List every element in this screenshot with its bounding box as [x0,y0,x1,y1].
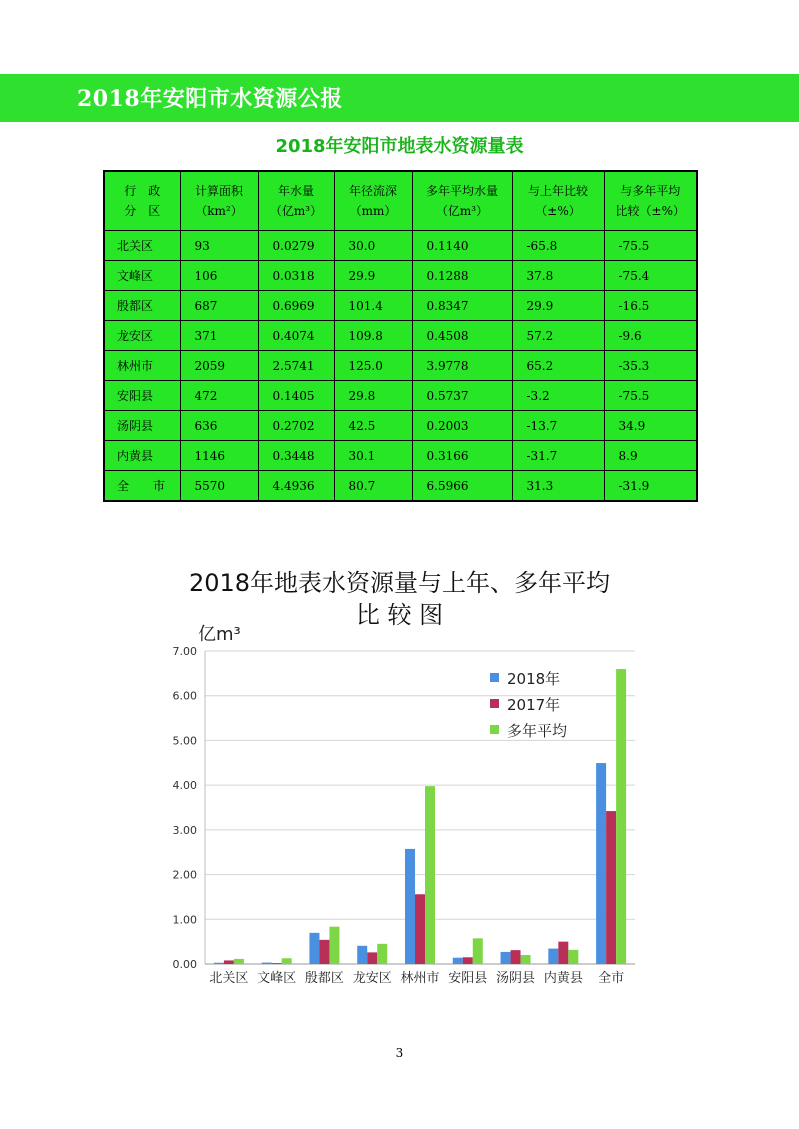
table-cell: 125.0 [334,351,412,381]
table-cell: -31.7 [512,441,604,471]
region-name-cell: 殷都区 [104,291,180,321]
table-cell: 371 [180,321,258,351]
y-tick-label: 5.00 [172,734,197,748]
table-row [104,381,697,411]
table-cell: 4.4936 [258,471,334,502]
bar-2018 [309,933,319,964]
header-cell-region: 行 政 分 区 [104,171,180,231]
table-cell: -75.5 [604,381,697,411]
table-cell: 0.3448 [258,441,334,471]
y-tick-label: 0.00 [172,958,197,971]
y-tick-label: 2.00 [172,868,197,882]
table-body [104,231,697,502]
surface-water-table [103,170,698,502]
legend-label: 2018年 [507,670,561,688]
x-tick-label: 内黄县 [543,971,583,986]
bar-2017 [558,942,568,964]
region-name-cell: 文峰区 [104,261,180,291]
table-cell: 0.0279 [258,231,334,261]
table-cell: 30.1 [334,441,412,471]
chart-title-line2: 比 较 图 [355,601,444,629]
table-row [104,471,697,502]
bar-multiyear-average [568,950,578,964]
report-header-banner [0,74,799,122]
legend-label: 多年平均 [507,722,568,740]
table-row [104,351,697,381]
bar-2018 [357,946,367,964]
table-cell: 0.8347 [412,291,512,321]
table-cell: -75.4 [604,261,697,291]
bar-multiyear-average [616,669,626,964]
y-tick-label: 3.00 [172,823,197,837]
bar-2018 [453,958,463,964]
x-tick-label: 殷都区 [304,971,344,986]
table-cell: 42.5 [334,411,412,441]
region-name-cell: 林州市 [104,351,180,381]
bar-multiyear-average [521,955,531,964]
y-tick-label: 1.00 [172,913,197,927]
table-cell: 687 [180,291,258,321]
chart-title-line1: 2018年地表水资源量与上年、多年平均 [188,569,611,597]
bar-multiyear-average [329,927,339,964]
region-name-cell: 内黄县 [104,441,180,471]
x-tick-label: 文峰区 [257,971,297,986]
header-cell-annual-volume: 年水量 （亿m³） [258,171,334,231]
table-cell: -31.9 [604,471,697,502]
table-cell: 0.2702 [258,411,334,441]
table-cell: -13.7 [512,411,604,441]
bar-chart [0,610,799,1000]
table-cell: 106 [180,261,258,291]
table-cell: 472 [180,381,258,411]
bar-2017 [319,940,329,964]
table-cell: 8.9 [604,441,697,471]
x-tick-label: 北关区 [209,971,249,986]
bar-multiyear-average [377,944,387,964]
x-tick-label: 汤阴县 [496,971,536,986]
table-cell: 0.4074 [258,321,334,351]
table-row [104,321,697,351]
bar-2018 [596,763,606,964]
table-cell: 0.1288 [412,261,512,291]
table-cell: 0.1140 [412,231,512,261]
table-header-row [104,171,697,231]
region-name-cell: 北关区 [104,231,180,261]
table-cell: 65.2 [512,351,604,381]
bar-2017 [511,950,521,964]
table-cell: 0.0318 [258,261,334,291]
bar-multiyear-average [282,958,292,964]
bar-2017 [415,894,425,964]
table-cell: -35.3 [604,351,697,381]
x-tick-label: 全市 [598,971,625,986]
region-name-cell: 全 市 [104,471,180,502]
table-cell: -65.8 [512,231,604,261]
bar-2017 [272,963,282,964]
table-cell: 30.0 [334,231,412,261]
bar-2018 [214,963,224,964]
header-cell-runoff-depth: 年径流深 （mm） [334,171,412,231]
table-cell: -16.5 [604,291,697,321]
table-row [104,261,697,291]
table-cell: -9.6 [604,321,697,351]
table-cell: -75.5 [604,231,697,261]
legend-swatch [490,725,499,734]
bar-multiyear-average [473,938,483,964]
table-cell: 0.1405 [258,381,334,411]
table-cell: 2.5741 [258,351,334,381]
y-axis-label: 亿m³ [198,624,241,645]
bar-2017 [367,952,377,964]
header-cell-multiyear-avg: 多年平均水量 （亿m³） [412,171,512,231]
legend-label: 2017年 [507,696,561,714]
x-tick-label: 龙安区 [352,971,392,986]
table-cell: 0.6969 [258,291,334,321]
table-cell: 6.5966 [412,471,512,502]
table-row [104,231,697,261]
table-cell: 5570 [180,471,258,502]
header-cell-vs-multiyear: 与多年平均 比较（±%） [604,171,697,231]
header-cell-vs-last-year: 与上年比较 （±%） [512,171,604,231]
table-cell: 109.8 [334,321,412,351]
table-row [104,441,697,471]
y-tick-label: 7.00 [172,645,197,658]
table-cell: 2059 [180,351,258,381]
page-number: 3 [395,1046,404,1060]
bar-multiyear-average [425,786,435,964]
region-name-cell: 龙安区 [104,321,180,351]
bar-2017 [606,811,616,964]
table-cell: 34.9 [604,411,697,441]
table-cell: 0.2003 [412,411,512,441]
table-row [104,411,697,441]
bar-2018 [548,949,558,964]
bar-2018 [405,849,415,964]
report-title: 2018年安阳市水资源公报 [77,86,343,112]
table-row [104,291,697,321]
table-cell: 29.9 [512,291,604,321]
bar-2017 [224,960,234,964]
legend-swatch [490,673,499,682]
table-title: 2018年安阳市地表水资源量表 [275,136,524,157]
table-cell: 29.9 [334,261,412,291]
table-cell: 31.3 [512,471,604,502]
bar-2018 [262,963,272,964]
table-cell: 0.3166 [412,441,512,471]
y-tick-label: 6.00 [172,689,197,703]
x-tick-label: 安阳县 [448,971,488,986]
table-cell: 3.9778 [412,351,512,381]
table-cell: 29.8 [334,381,412,411]
region-name-cell: 安阳县 [104,381,180,411]
bar-multiyear-average [234,959,244,964]
bar-2018 [501,952,511,964]
table-cell: 80.7 [334,471,412,502]
table-cell: 0.4508 [412,321,512,351]
table-cell: 57.2 [512,321,604,351]
region-name-cell: 汤阴县 [104,411,180,441]
table-cell: -3.2 [512,381,604,411]
x-tick-label: 林州市 [400,971,440,986]
table-cell: 0.5737 [412,381,512,411]
bar-2017 [463,957,473,964]
header-cell-area: 计算面积 （km²） [180,171,258,231]
y-tick-label: 4.00 [172,779,197,793]
table-cell: 37.8 [512,261,604,291]
table-cell: 1146 [180,441,258,471]
table-cell: 636 [180,411,258,441]
table-cell: 101.4 [334,291,412,321]
table-cell: 93 [180,231,258,261]
legend-swatch [490,699,499,708]
